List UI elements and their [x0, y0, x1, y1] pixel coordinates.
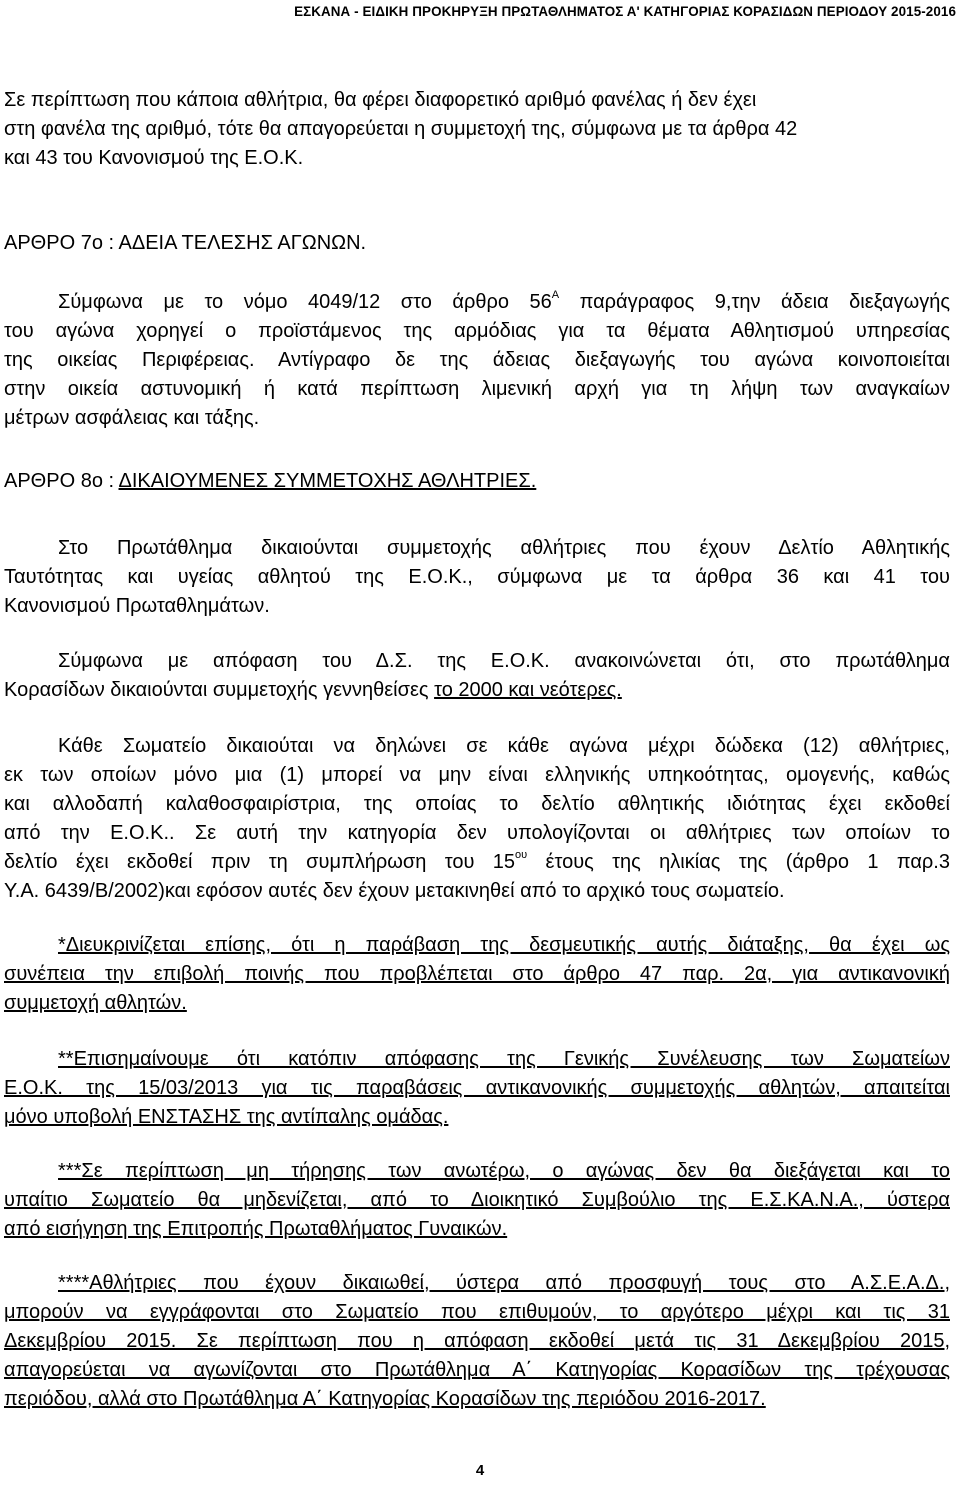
text-line: Υ.Α. 6439/Β/2002)και εφόσον αυτές δεν έχουν μετακινηθεί από το αρχικό τους σωματείο. [4, 880, 785, 902]
text-line: ***Σε περίπτωση μη τήρησης των ανωτέρω, ο αγώνας δεν θα διεξάγεται και το [58, 1160, 950, 1182]
text-line: από εισήγηση της Επιτροπής Πρωταθλήματος Γυναικών. [4, 1218, 508, 1240]
heading-prefix: ΑΡΘΡΟ 8ο : [4, 470, 119, 492]
note-1 [4, 931, 950, 1018]
text-line: από την Ε.Ο.Κ.. Σε αυτή την κατηγορία δεν υπολογίζονται οι αθλήτριες των οποίων το [4, 822, 950, 844]
paragraph-roster [4, 732, 950, 906]
text-line: Ε.Ο.Κ. της 15/03/2013 για τις παραβάσεις αντικανονικής συμμετοχής αθλητών, απαιτείται [4, 1077, 950, 1099]
underlined-text: το 2000 και νεότερες. [434, 679, 622, 701]
article-7-heading [4, 229, 950, 258]
text-line: *Διευκρινίζεται επίσης, ότι η παράβαση της δεσμευτικής αυτής διάταξης, θα έχει ως [58, 934, 950, 956]
heading-text: ΑΡΘΡΟ 7ο : ΑΔΕΙΑ ΤΕΛΕΣΗΣ ΑΓΩΝΩΝ. [4, 232, 367, 254]
text-line: Στο Πρωτάθλημα δικαιούνται συμμετοχής αθλήτριες που έχουν Δελτίο Αθλητικής [58, 537, 950, 559]
paragraph-jersey-rule [4, 86, 950, 173]
page-number: 4 [475, 1462, 485, 1479]
note-3 [4, 1157, 950, 1244]
text-line: ****Αθλήτριες που έχουν δικαιωθεί, ύστερα από προσφυγή τους στο Α.Σ.Ε.Α.Δ., [58, 1272, 950, 1294]
document-header: ΕΣΚΑΝΑ - ΕΙΔΙΚΗ ΠΡΟΚΗΡΥΞΗ ΠΡΩΤΑΘΛΗΜΑΤΟΣ Α' ΚΑΤΗΓΟΡΙΑΣ ΚΟΡΑΣΙΔΩΝ ΠΕΡΙΟΔΟΥ 2015-2016 [294, 4, 956, 19]
text-line: Δεκεμβρίου 2015. Σε περίπτωση που η απόφαση εκδοθεί μετά τις 31 Δεκεμβρίου 2015, [4, 1330, 950, 1352]
text-line: συνέπεια την επιβολή ποινής που προβλέπεται στο άρθρο 47 παρ. 2α, για αντικανονική [4, 963, 950, 985]
text-line: και 43 του Κανονισμού της Ε.Ο.Κ. [4, 147, 304, 169]
text-line: Κάθε Σωματείο δικαιούται να δηλώνει σε κάθε αγώνα μέχρι δώδεκα (12) αθλήτριες, [58, 735, 950, 757]
note-4 [4, 1269, 950, 1414]
text-span: Κορασίδων δικαιούνται συμμετοχής γεννηθείσες [4, 679, 435, 701]
text-line [4, 676, 950, 705]
text-line: Σε περίπτωση που κάποια αθλήτρια, θα φέρει διαφορετικό αριθμό φανέλας ή δεν έχει [4, 89, 757, 111]
paragraph-birth-year [4, 647, 950, 705]
text-line: περιόδου, αλλά στο Πρωτάθλημα Α΄ Κατηγορίας Κορασίδων της περιόδου 2016-2017. [4, 1388, 766, 1410]
text-line: συμμετοχή αθλητών. [4, 992, 187, 1014]
heading-underlined: ΔΙΚΑΙΟΥΜΕΝΕΣ ΣΥΜΜΕΤΟΧΗΣ ΑΘΛΗΤΡΙΕΣ. [118, 470, 537, 492]
note-2 [4, 1045, 950, 1132]
text-line: **Επισημαίνουμε ότι κατόπιν απόφασης της Γενικής Συνέλευσης των Σωματείων [58, 1048, 950, 1070]
paragraph-permit [4, 288, 950, 433]
text-line: Ταυτότητας και υγείας αθλητού της Ε.Ο.Κ., σύμφωνα με τα άρθρα 36 και 41 του [4, 566, 950, 588]
text-line: του αγώνα χορηγεί ο προϊστάμενος της αρμόδιας για τα θέματα Αθλητισμού υπηρεσίας [4, 320, 950, 342]
text-span: έτους της ηλικίας της (άρθρο 1 παρ.3 [527, 851, 950, 873]
text-line: και αλλοδαπή καλαθοσφαιρίστρια, της οποίας το δελτίο αθλητικής ιδιότητας έχει εκδοθεί [4, 793, 950, 815]
text-line: υπαίτιο Σωματείο θα μηδενίζεται, από το Διοικητικό Συμβούλιο της Ε.Σ.ΚΑ.Ν.Α., ύστερα [4, 1189, 950, 1211]
superscript: ου [515, 849, 528, 862]
text-line: μόνο υποβολή ΕΝΣΤΑΣΗΣ της αντίπαλης ομάδας. [4, 1106, 449, 1128]
text-line: Σύμφωνα με απόφαση του Δ.Σ. της Ε.Ο.Κ. ανακοινώνεται ότι, στο πρωτάθλημα [58, 650, 950, 672]
text-line: απαγορεύεται να αγωνίζονται στο Πρωτάθλημα Α΄ Κατηγορίας Κορασίδων της τρέχουσας [4, 1359, 950, 1381]
text-line: μπορούν να εγγράφονται στο Σωματείο που επιθυμούν, το αργότερο μέχρι και τις 31 [4, 1301, 950, 1323]
heading-text [4, 467, 950, 496]
text-line: στην οικεία αστυνομική ή κατά περίπτωση λιμενική αρχή για τη λήψη των αναγκαίων [4, 378, 950, 400]
text-span: Σύμφωνα με το νόμο 4049/12 στο άρθρο 56 [58, 291, 552, 313]
text-span: δελτίο έχει εκδοθεί πριν τη συμπλήρωση του 15 [4, 851, 516, 873]
text-line: εκ των οποίων μόνο μια (1) μπορεί να μην είναι ελληνικής υπηκοότητας, ομογενής, καθώς [4, 764, 950, 786]
superscript: Α [551, 289, 560, 302]
text-line: μέτρων ασφάλειας και τάξης. [4, 407, 260, 429]
text-line: της οικείας Περιφέρειας. Αντίγραφο δε της άδειας διεξαγωγής του αγώνα κοινοποιείται [4, 349, 950, 371]
article-8-heading [4, 467, 950, 496]
text-line [4, 848, 950, 877]
text-line: στη φανέλα της αριθμό, τότε θα απαγορεύεται η συμμετοχή της, σύμφωνα με τα άρθρα 42 [4, 118, 798, 140]
text-span: παράγραφος 9,την άδεια διεξαγωγής [559, 291, 950, 313]
text-line: Κανονισμού Πρωταθλημάτων. [4, 595, 270, 617]
paragraph-eligibility [4, 534, 950, 621]
text-line [4, 288, 950, 317]
